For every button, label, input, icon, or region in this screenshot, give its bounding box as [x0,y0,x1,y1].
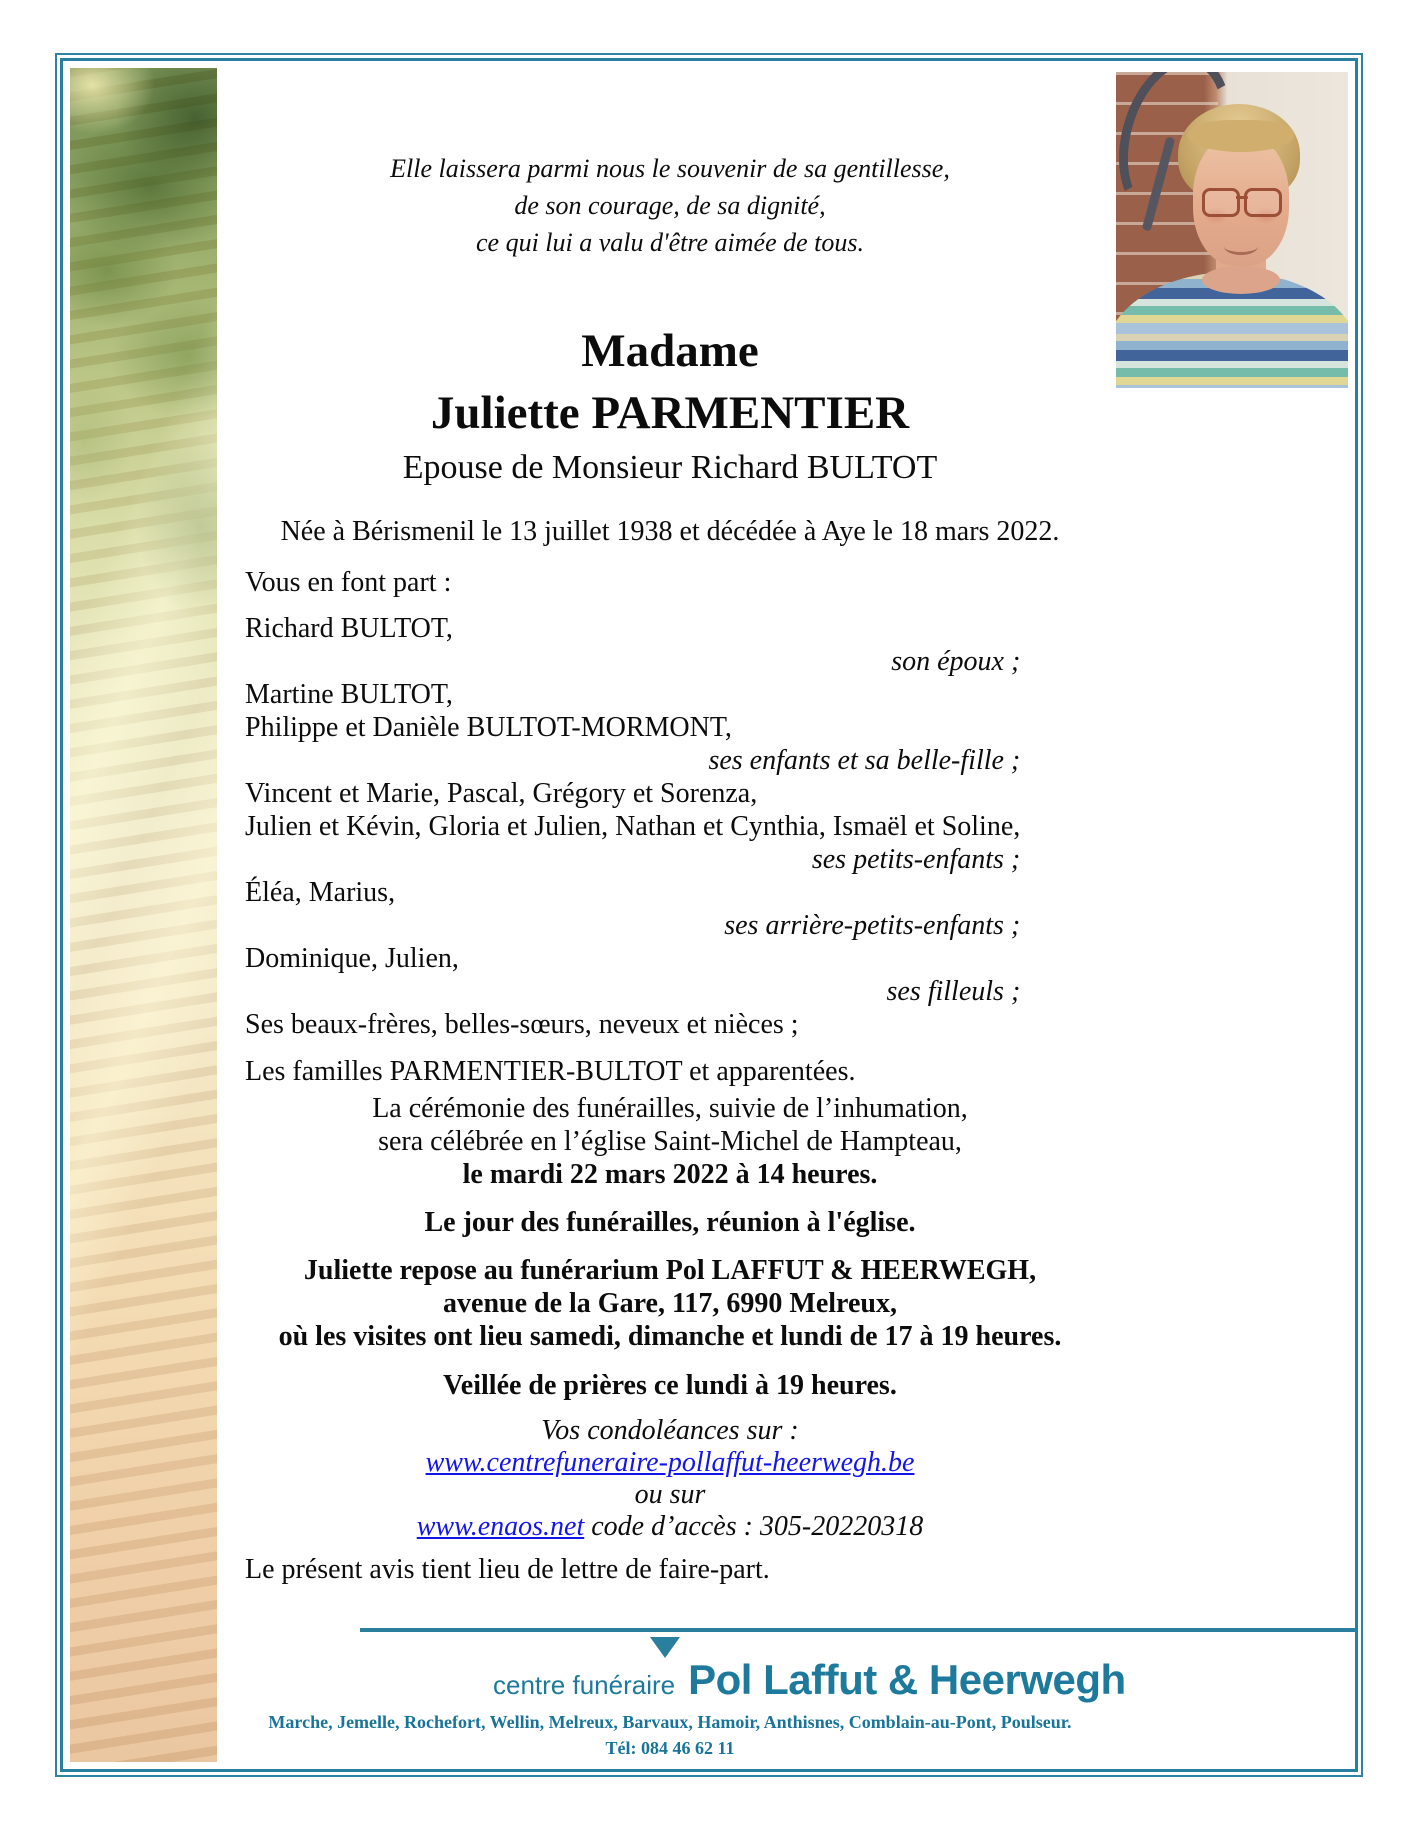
family-line: Éléa, Marius, [245,877,396,908]
relation-label: ses arrière-petits-enfants ; [724,910,1021,941]
glasses-left-lens [1202,188,1240,217]
memorial-quote [245,150,1095,261]
funerarium-details [245,1254,1095,1353]
family-line: Philippe et Danièle BULTOT-MORMONT, [245,712,732,743]
family-list [245,612,1020,1088]
spouse-line: Epouse de Monsieur Richard BULTOT [402,449,938,486]
family-line: Richard BULTOT, [245,613,453,644]
brand-small-text: centre funéraire [493,1670,676,1700]
relation-label: son époux ; [891,646,1021,677]
title-name: Juliette PARMENTIER [430,387,910,439]
family-line: Les familles PARMENTIER-BULTOT et apparentées. [245,1056,856,1087]
condolences-link[interactable]: www.centrefuneraire-pollaffut-heerwegh.be [425,1447,915,1478]
glasses [1202,188,1282,214]
ceremony-date-line: le mardi 22 mars 2022 à 14 heures. [462,1159,878,1190]
condolences-intro: Vos condoléances sur : [541,1415,799,1446]
family-line: Ses beaux-frères, belles-sœurs, neveux et nièces ; [245,1009,799,1040]
quote-line: Elle laissera parmi nous le souvenir de sa gentillesse, [390,154,950,183]
funeral-home-phone: Tél: 084 46 62 11 [605,1738,735,1758]
ceremony-line: La cérémonie des funérailles, suivie de l’inhumation, [372,1093,968,1124]
funerarium-line: où les visites ont lieu samedi, dimanche et lundi de 17 à 19 heures. [278,1321,1062,1352]
forest-path-photo [70,68,217,1762]
ceremony-details [245,1092,1095,1191]
condolences-or: ou sur [634,1479,706,1510]
funerarium-line: Juliette repose au funérarium Pol LAFFUT & HEERWEGH, [303,1255,1037,1286]
access-code-line [245,1511,1095,1543]
footer-divider [360,1628,1356,1632]
page-title [245,320,1095,444]
title-honorific: Madame [581,325,759,377]
portrait-photo [1116,72,1348,388]
glasses-right-lens [1244,188,1282,217]
funeral-home-locations: Marche, Jemelle, Rochefort, Wellin, Melreux, Barvaux, Hamoir, Anthisnes, Comblain-au-Pont, Poulseur. [268,1712,1072,1732]
hair-fringe [1188,120,1294,152]
family-line: Martine BULTOT, [245,679,453,710]
brand-triangle-icon [650,1637,680,1658]
announcement-intro: Vous en font part : [245,567,452,598]
relation-label: ses petits-enfants ; [811,844,1021,875]
relation-label: ses enfants et sa belle-fille ; [708,745,1021,776]
enaos-link[interactable]: www.enaos.net [416,1511,585,1542]
sweater-neckline [1202,266,1280,294]
vigil-line: Veillée de prières ce lundi à 19 heures. [443,1370,897,1401]
family-line: Julien et Kévin, Gloria et Julien, Nathan et Cynthia, Ismaël et Soline, [245,811,1021,842]
quote-line: de son courage, de sa dignité, [514,191,826,220]
funerarium-line: avenue de la Gare, 117, 6990 Melreux, [443,1288,897,1319]
smile [1224,238,1258,255]
legal-notice: Le présent avis tient lieu de lettre de faire-part. [245,1554,770,1585]
birth-death-line: Née à Bérismenil le 13 juillet 1938 et décédée à Aye le 18 mars 2022. [280,516,1060,547]
family-line: Vincent et Marie, Pascal, Grégory et Sorenza, [245,778,758,809]
funeral-home-brand [493,1656,1126,1704]
quote-line: ce qui lui a valu d'être aimée de tous. [476,228,864,257]
ceremony-line: sera célébrée en l’église Saint-Michel de Hampteau, [378,1126,962,1157]
relation-label: ses filleuls ; [886,976,1021,1007]
condolences-block [245,1415,1095,1543]
access-code: code d’accès : 305-20220318 [584,1511,924,1542]
meeting-line: Le jour des funérailles, réunion à l'église. [424,1207,916,1238]
family-line: Dominique, Julien, [245,943,459,974]
brand-large-text: Pol Laffut & Heerwegh [688,1656,1126,1703]
